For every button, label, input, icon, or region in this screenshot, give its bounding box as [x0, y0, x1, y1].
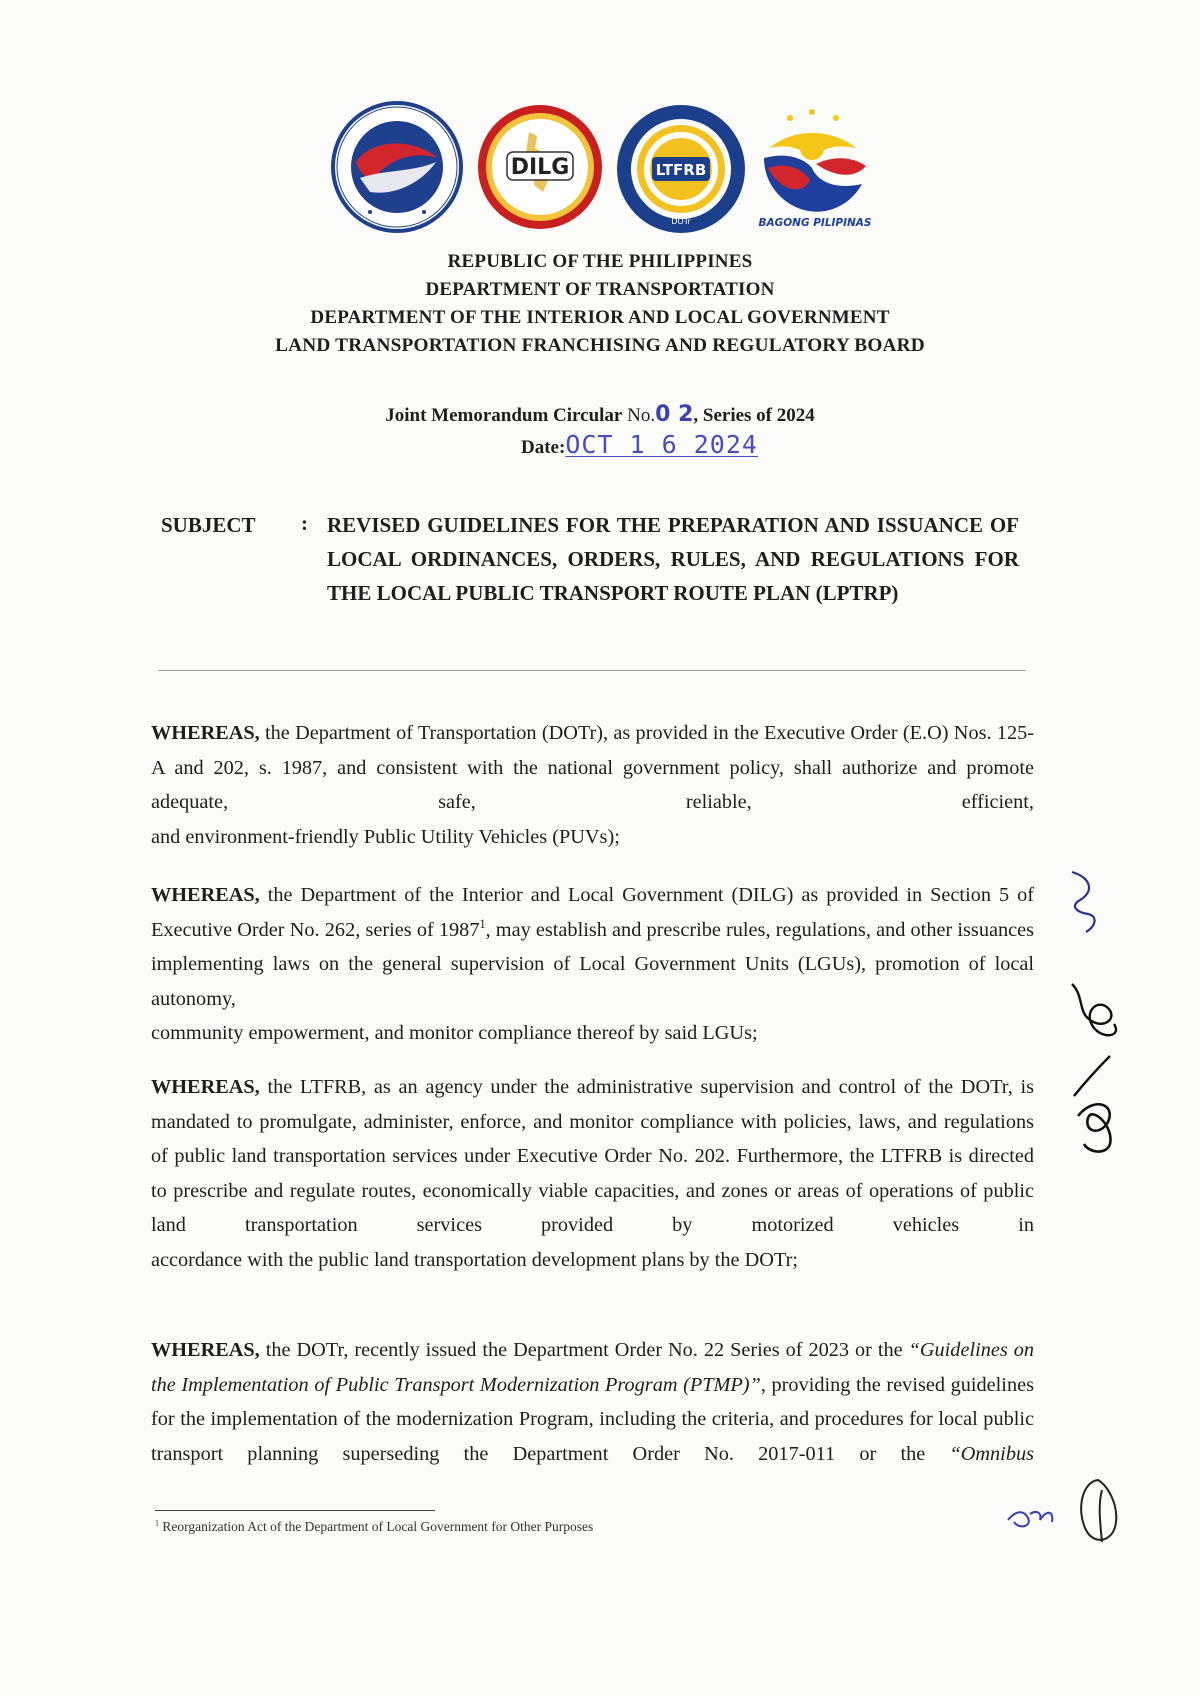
date-stamp: OCT 1 6 2024 [565, 430, 758, 459]
divider-line [158, 670, 1026, 671]
subject-colon: : [301, 511, 308, 535]
circular-number-line [0, 400, 1200, 431]
paragraph-last-line: accordance with the public land transportation development plans by the DOTr; [151, 1248, 798, 1271]
paragraph-body-cont: , may establish and prescribe rules, regulations, and other issuances implementing laws on the general supervision of Local Government Units (LGUs), promotion of local autonomy, [151, 918, 1034, 1010]
ltfrb-seal-logo [614, 102, 748, 236]
svg-text:LTFRB: LTFRB [655, 161, 707, 179]
whereas-paragraph-4 [151, 1333, 1034, 1471]
circular-no-label: No. [627, 405, 656, 426]
subject-text: REVISED GUIDELINES FOR THE PREPARATION AND ISSUANCE OF LOCAL ORDINANCES, ORDERS, RULES, AND REGULATIONS FOR THE LOCAL PUBLIC TRANSPORT ROUTE PLAN (LPTRP) [327, 513, 1019, 605]
agency-logos [0, 100, 1200, 230]
circular-number-stamp: 0 2 [655, 402, 694, 427]
dilg-seal-logo [475, 102, 605, 232]
paragraph-last-line: and environment-friendly Public Utility Vehicles (PUVs); [151, 825, 620, 848]
whereas-paragraph-2 [151, 878, 1034, 1051]
document-header [0, 248, 1200, 360]
margin-initial-signature-2 [1064, 976, 1128, 1166]
footnote-mark: 1 [155, 1518, 160, 1528]
paragraph-body-cont: , providing the revised guidelines for the implementation of the modernization Program, including the criteria, and procedures for local public transport planning superseding the Department Order No. 2017-011 or the [151, 1373, 1034, 1465]
subject-label: SUBJECT [161, 513, 256, 537]
whereas-lead: WHEREAS, [151, 884, 260, 906]
footnote-ref: 1 [479, 916, 486, 931]
paragraph-body: the Department of the Interior and Local Government (DILG) as provided in Section 5 of Executive Order No. 262, series of 1987 [151, 884, 1034, 941]
header-dilg: DEPARTMENT OF THE INTERIOR AND LOCAL GOVERNMENT [310, 307, 890, 328]
date-label: Date: [521, 437, 566, 458]
whereas-lead: WHEREAS, [151, 1076, 260, 1098]
whereas-paragraph-1 [151, 716, 1034, 854]
header-republic: REPUBLIC OF THE PHILIPPINES [447, 251, 753, 272]
circular-prefix: Joint Memorandum Circular [385, 405, 623, 426]
svg-text:DOTr: DOTr [671, 217, 691, 226]
whereas-paragraph-3 [151, 1070, 1034, 1278]
footnote [155, 1519, 593, 1535]
svg-text:DILG: DILG [510, 155, 570, 180]
header-dotr: DEPARTMENT OF TRANSPORTATION [425, 279, 775, 300]
circular-series: , Series of 2024 [693, 405, 815, 426]
svg-text:BAGONG PILIPINAS: BAGONG PILIPINAS [758, 217, 872, 229]
header-ltfrb: LAND TRANSPORTATION FRANCHISING AND REGULATORY BOARD [275, 335, 925, 356]
omnibus-title: “Omnibus [949, 1442, 1034, 1465]
paragraph-body: the DOTr, recently issued the Department Order No. 22 Series of 2023 or the [259, 1339, 909, 1361]
footnote-text: Reorganization Act of the Department of Local Government for Other Purposes [159, 1519, 594, 1534]
paragraph-body: the LTFRB, as an agency under the administrative supervision and control of the DOTr, is mandated to promulgate, administer, enforce, and monitor compliance with policies, laws, and regulations of public land transportation services under Executive Order No. 202. Furthermore, the LTFRB is directed to prescribe and regulate routes, economically viable capacities, and zones or areas of operations of public land transportation services provided by motorized vehicles in [151, 1076, 1034, 1237]
margin-initial-signature-1 [1062, 868, 1112, 938]
guidelines-title: “Guidelines on the Implementation of Public Transport Modernization Program (PTMP)” [151, 1339, 1035, 1396]
whereas-lead: WHEREAS, [151, 1339, 260, 1361]
footnote-divider [155, 1510, 435, 1511]
paragraph-body: the Department of Transportation (DOTr), as provided in the Executive Order (E.O) Nos. 125-A and 202, s. 1987, and consistent with the national government policy, shall authorize and promote adequate, safe, reliable, efficient, [151, 722, 1034, 814]
whereas-lead: WHEREAS, [151, 722, 260, 744]
dotr-seal-logo [330, 100, 464, 234]
paragraph-last-line: community empowerment, and monitor compliance thereof by said LGUs; [151, 1022, 758, 1045]
margin-initial-signature-3 [1002, 1470, 1122, 1550]
bagong-pilipinas-logo [752, 98, 878, 232]
date-line [521, 430, 758, 459]
